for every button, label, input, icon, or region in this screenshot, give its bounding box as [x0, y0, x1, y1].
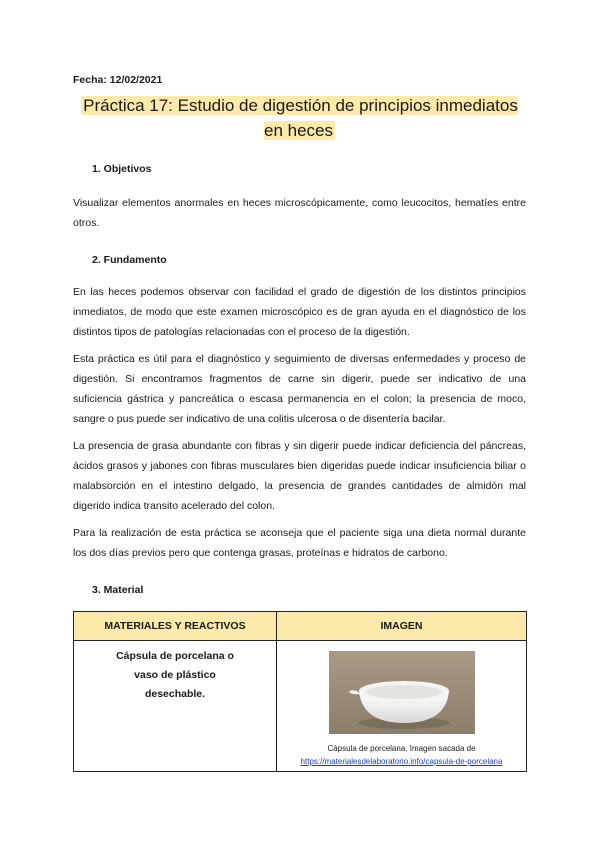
- fundamento-paragraph-3: La presencia de grasa abundante con fibras y sin digerir puede indicar deficiencia del páncreas, ácidos grasos y jabones con fibras musculares bien digeridas puede indicar insuficiencia biliar o malabsorción en el intestino delgado, la presencia de grandes cantidades de almidón mal digerido indica transito acelerado del colon.: [73, 440, 526, 512]
- material-cell: [74, 641, 277, 772]
- image-cell: [277, 641, 527, 772]
- fundamento-paragraph-1: En las heces podemos observar con facilidad el grado de digestión de los distintos principios inmediatos, de modo que este examen microscópico es de gran ayuda en el diagnóstico de los distintos tipos de patologías relacionadas con el proceso de la digestión.: [73, 286, 526, 338]
- fundamento-paragraph-4: Para la realización de esta práctica se aconseja que el paciente siga una dieta normal durante los dos días previos pero que contenga grasas, proteínas e hidratos de carbono.: [73, 527, 526, 559]
- objetivos-paragraph: Visualizar elementos anormales en heces microscópicamente, como leucocitos, hematíes entre otros.: [73, 197, 526, 229]
- materials-table: [73, 611, 527, 772]
- fundamento-paragraph-2: Esta práctica es útil para el diagnóstico y seguimiento de diversas enfermedades y proceso de digestión. Si encontramos fragmentos de carne sin digerir, puede ser indicativo de una suficiencia gástrica y pancreática o escasa permanencia en el colon; la presencia de moco, sangre o pus puede ser indicativo de una colitis ulcerosa o de disentería bacilar.: [73, 353, 526, 425]
- caption-source-link[interactable]: https://materialesdelaboratorio.info/capsula-de-porcelana: [300, 757, 503, 766]
- col-header-image: IMAGEN: [277, 612, 527, 641]
- image-caption: [278, 742, 525, 768]
- heading-objetivos: 1. Objetivos: [92, 163, 152, 175]
- table-header-row: [74, 612, 527, 641]
- material-name: Cápsula de porcelana o vaso de plástico desechable.: [116, 650, 234, 700]
- document-title-text: Práctica 17: Estudio de digestión de principios inmediatos en heces: [83, 96, 518, 140]
- heading-material: 3. Material: [92, 584, 144, 596]
- document-title: [73, 93, 526, 143]
- date-line: Fecha: 12/02/2021: [73, 74, 163, 86]
- heading-fundamento: 2. Fundamento: [92, 254, 167, 266]
- col-header-materials: MATERIALES Y REACTIVOS: [74, 612, 277, 641]
- document-page: [73, 70, 526, 772]
- table-row: [74, 641, 527, 772]
- caption-text: Cápsula de porcelana. Imagen sacada de: [327, 744, 476, 753]
- porcelain-capsule-photo: [329, 651, 475, 734]
